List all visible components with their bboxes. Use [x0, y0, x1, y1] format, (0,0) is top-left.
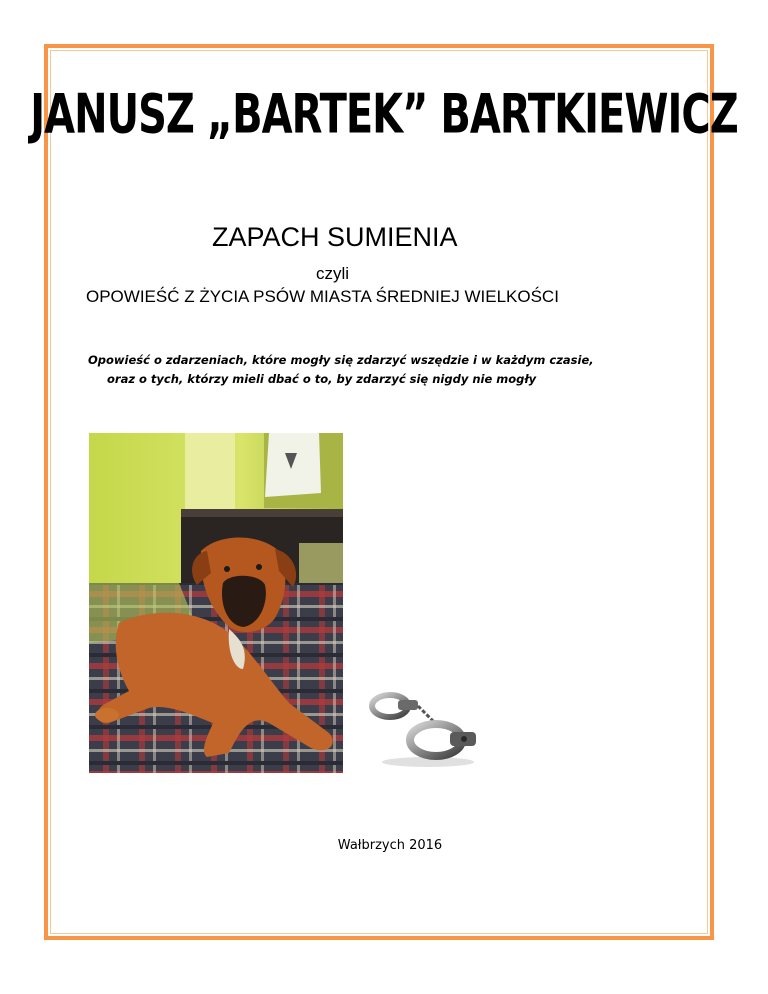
handcuffs-icon: [368, 688, 484, 768]
book-title: ZAPACH SUMIENIA: [212, 222, 458, 252]
tagline-line-1: Opowieść o zdarzeniach, które mogły się zdarzyć wszędzie i w każdym czasie,: [88, 353, 594, 367]
tagline-line-2: oraz o tych, którzy mieli dbać o to, by zdarzyć się nigdy nie mogły: [107, 372, 537, 386]
title-connector: czyli: [316, 264, 350, 283]
tagline: [88, 351, 688, 389]
place-and-year: Wałbrzych 2016: [337, 838, 443, 853]
author-name: JANUSZ „BARTEK” BARTKIEWICZ: [30, 84, 738, 147]
book-subtitle: OPOWIEŚĆ Z ŻYCIA PSÓW MIASTA ŚREDNIEJ WIELKOŚCI: [86, 287, 559, 306]
boxer-puppy-photo: [89, 433, 343, 773]
